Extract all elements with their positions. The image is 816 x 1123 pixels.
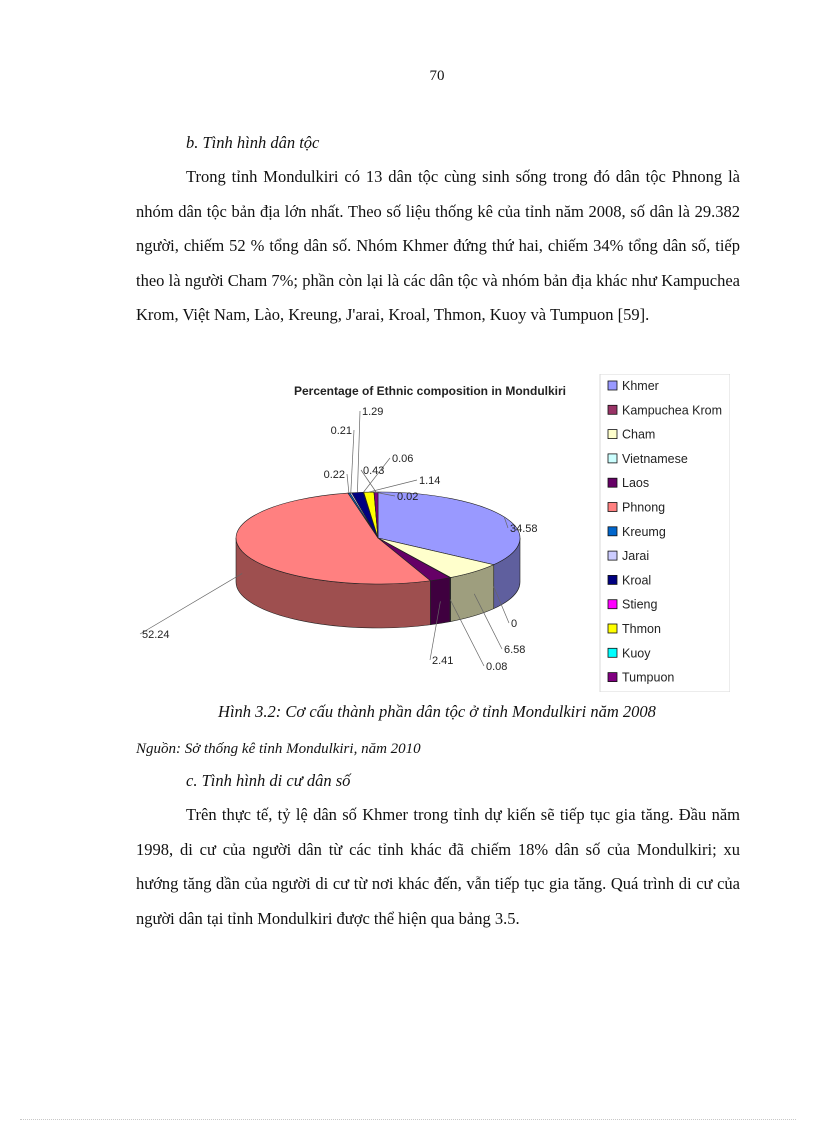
legend-swatch-jarai [608,551,617,560]
data-label-laos: 2.41 [432,655,454,667]
figure-caption: Hình 3.2: Cơ cấu thành phần dân tộc ở tỉnh Mondulkiri năm 2008 [218,702,656,721]
data-label-phnong: 52.24 [142,629,170,641]
legend-label-cham: Cham [622,427,656,442]
legend-label-tumpuon: Tumpuon [622,670,675,685]
data-label-stieng: 0.06 [392,453,414,465]
legend-label-vietnamese: Vietnamese [622,451,688,466]
legend-swatch-tumpuon [608,673,617,682]
legend-swatch-kuoy [608,648,617,657]
legend-label-thmon: Thmon [622,622,661,636]
legend-swatch-vietnamese [608,454,617,463]
page-number: 70 [429,68,445,84]
legend-label-phnong: Phnong [622,500,666,515]
legend-swatch-cham [608,430,617,439]
legend-swatch-phnong [608,503,617,512]
legend-label-jarai: Jarai [622,549,650,564]
pie-chart-svg [130,374,730,692]
legend-label-kampuchea-krom: Kampuchea Krom [622,403,723,418]
pie-side-laos [430,578,449,625]
section-b-heading: b. Tình hình dân tộc [186,133,320,152]
data-label-kampuchea-krom: 0 [511,618,518,630]
legend-label-kreumg: Kreumg [622,524,666,539]
data-label-cham: 6.58 [504,644,526,656]
data-label-kuoy: 0.02 [397,491,419,503]
data-label-kroal: 1.29 [362,406,384,418]
data-label-vietnamese: 0.08 [486,661,508,673]
legend-swatch-kreumg [608,527,617,536]
legend-label-stieng: Stieng [622,597,658,612]
legend-swatch-stieng [608,600,617,609]
figure-source: Nguồn: Sở thống kê tỉnh Mondulkiri, năm 2010 [136,741,421,757]
data-label-thmon: 1.14 [419,475,441,487]
legend-label-laos: Laos [622,476,650,491]
ethnic-composition-chart [130,374,730,692]
data-label-khmer: 34.58 [510,523,538,535]
legend-label-khmer: Khmer [622,379,659,393]
data-label-kreumg: 0.22 [323,469,345,481]
legend-swatch-thmon [608,624,617,633]
legend-label-kroal: Kroal [622,573,652,588]
data-label-tumpuon: 0.43 [363,465,385,477]
chart-title: Percentage of Ethnic composition in Mondulkiri [293,384,567,398]
legend-swatch-kroal [608,575,617,584]
section-c-heading: c. Tình hình di cư dân số [186,771,351,790]
legend-swatch-khmer [608,381,617,390]
legend-swatch-laos [608,478,617,487]
section-c-paragraph: Trên thực tế, tỷ lệ dân số Khmer trong tỉnh dự kiến sẽ tiếp tục gia tăng. Đầu năm 1998, di cư của người dân từ các tỉnh khác đã chiếm 18% dân số của Mondulkiri; xu hướng tăng dần của người di cư từ nơi khác đến, vẫn tiếp tục gia tăng. Quá trình di cư của người dân tại tỉnh Mondulkiri được thể hiện qua bảng 3.5. [136,805,740,928]
page-bottom-rule [20,1119,796,1120]
data-label-jarai: 0.21 [330,425,352,437]
legend-swatch-kampuchea-krom [608,405,617,414]
section-b-paragraph: Trong tỉnh Mondulkiri có 13 dân tộc cùng sinh sống trong đó dân tộc Phnong là nhóm dân tộc bản địa lớn nhất. Theo số liệu thống kê của tỉnh năm 2008, số dân là 29.382 người, chiếm 52 % tổng dân số. Nhóm Khmer đứng thứ hai, chiếm 34% tổng dân số, tiếp theo là người Cham 7%; phần còn lại là các dân tộc và nhóm bản địa khác như Kampuchea Krom, Việt Nam, Lào, Kreung, J'arai, Kroal, Thmon, Kuoy và Tumpuon [59]. [136,167,740,324]
legend-label-kuoy: Kuoy [622,646,651,661]
